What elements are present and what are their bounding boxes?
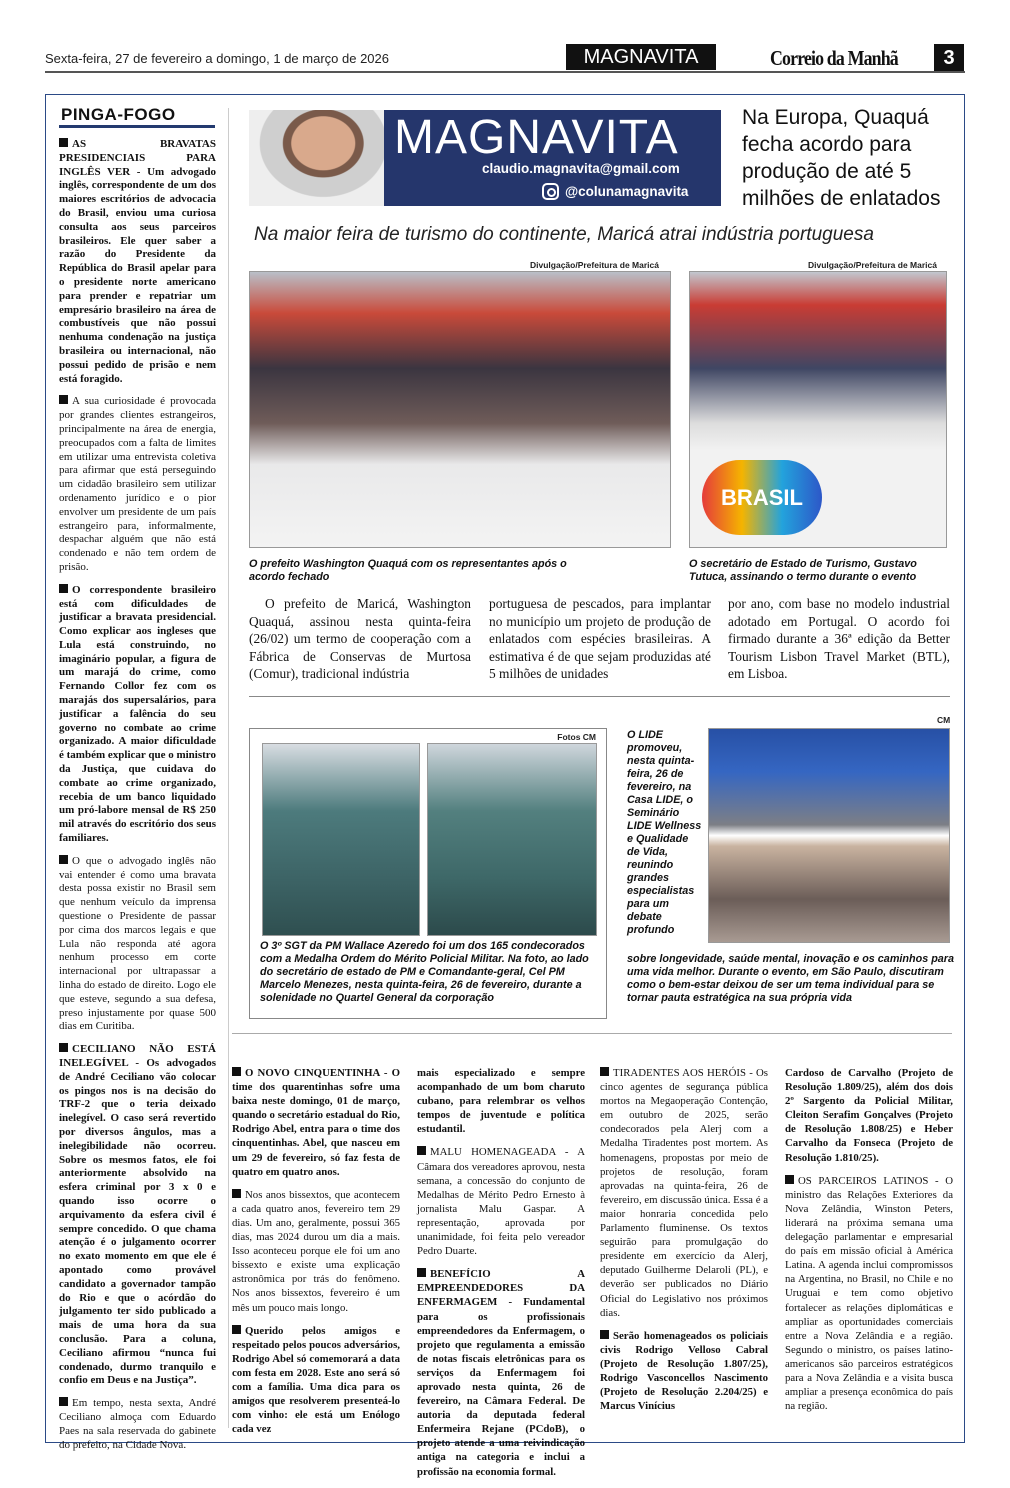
bullet-square-icon [59, 1043, 68, 1052]
bullet-square-icon [59, 855, 68, 864]
column-title: PINGA-FOGO [61, 105, 176, 124]
bullet-square-icon [59, 1397, 68, 1406]
photo-credit: Divulgação/Prefeitura de Maricá [530, 260, 659, 270]
notes-column [785, 1066, 953, 1422]
bullet-square-icon [59, 138, 68, 147]
note: Nos anos bissextos, que acontecem a cada quatro anos, fevereiro tem 29 dias. Um ano, geralmente, possui 365 dias, mas 2024 durou um dia a mais. Isso aconteceu porque ele foi um ano bissexto e existe uma explicação astronômica por trás do fenômeno. Nos anos bissextos, fevereiro é um mês um pouco mais longo. [232, 1188, 400, 1314]
brasil-logo: BRASIL [702, 460, 822, 535]
note: OS PARCEIROS LATINOS - O ministro das Relações Exteriores da Nova Zelândia, Winston Peters, liderará na próxima semana uma delegação parlamentar e empresarial do país em missão oficial à América Latina. A agenda inclui compromissos na Argentina, no Brasil, no Chile e no Uruguai e tem como objetivo fortalecer as relações diplomáticas e ampliar as oportunidades comerciais entre a Nova Zelândia e a região. Segundo o ministro, os países latino-americanos são parceiros estratégicos para a Nova Zelândia e a visita busca ampliar a presença econômica do país na região. [785, 1174, 954, 1413]
photo-credit: CM [937, 715, 951, 725]
photo-caption: O secretário de Estado de Turismo, Gustavo Tutuca, assinando o termo durante o evento [689, 558, 917, 583]
dateline: Sexta-feira, 27 de fevereiro a domingo, 1 de março de 2026 [45, 51, 389, 66]
note: A sua curiosidade é provocada por grandes clientes estrangeiros, principalmente na área de energia, preocupados com a falta de limites em utilizar uma entrevista coletiva para afirmar que está perseguindo um cidadão brasileiro sem utilizar ordenamento jurídico e o pior envolver um presidente de um país estrangeiro para, informalmente, despachar alguém que não está condenado e não tem ordem de prisão. [59, 395, 216, 573]
article-body: portuguesa de pescados, para implantar no município um projeto de produção de enlatados com espécies brasileiras. A estimativa é de que sejam produzidas até 5 milhões de unidades [489, 596, 711, 682]
article-body: O prefeito de Maricá, Washington Quaquá, assinou nesta quinta-feira (26/02) um termo de cooperação com a Fábrica de Conservas de Murtosa (Comur), tradicional indústria [249, 596, 471, 682]
note: MALU HOMENAGEADA - A Câmara dos vereadores aprovou, nesta semana, a concessão do conjunto de Medalhas de Mérito Pedro Ernesto à jornalista Malu Gaspar. A representação, aprovada por unanimidade, foi feita pelo vereador Pedro Duarte. [417, 1146, 585, 1258]
notes-column [417, 1066, 585, 1488]
section-rule [232, 1033, 952, 1034]
newspaper-name: Correio da Manhã [770, 46, 898, 70]
photo-pm-medal [427, 743, 597, 936]
columnist-portrait [249, 110, 384, 206]
bullet-square-icon [417, 1146, 426, 1155]
instagram-icon [542, 183, 559, 200]
note: O que o advogado inglês não vai entender é como uma bravata desta possa existir no Brasil sem que nenhum veículo da imprensa questione o Presidente de passar por cima dos marcos legais e que Lula não responda até agora nenhum processo em corte internacional por ultrapassar a linha do estado de direito. Logo ele que esteve, segundo a sua defesa, preso injustamente por quase 500 dias em Curitiba. [59, 854, 216, 1033]
header-rule [45, 71, 965, 73]
bullet-square-icon [59, 395, 68, 404]
column-brand: MAGNAVITA [394, 111, 679, 164]
column-banner [249, 110, 721, 206]
note: Cardoso de Carvalho (Projeto de Resolução 1.809/25), além dos dois 2º Sargento da Policial Militar, Cleiton Serafim Gonçalves (Projeto de Resolução 1.808/25) e Heber Carvalho da Fonseca (Projeto de Resolução 1.810/25). [785, 1067, 953, 1164]
photo-credit: Fotos CM [557, 732, 596, 742]
bullet-square-icon [59, 584, 68, 593]
subheadline: Na maior feira de turismo do continente, Maricá atrai indústria portuguesa [254, 224, 874, 245]
bullet-square-icon [232, 1189, 241, 1198]
column-title-rule [59, 125, 215, 128]
pinga-fogo-column [59, 138, 216, 1461]
note: CECILIANO NÃO ESTÁ INELEGÍVEL - Os advogados de André Ceciliano vão colocar os pingos nos is na decisão do TRF-2 que o teria deixado inelegível. O caso será revertido por diversos ângulos, mas a inelegibilidade não ocorreu. Sobre os mesmos fatos, ele foi anteriormente absolvido na esfera criminal por 3 x 0 e quando isso ocorre o arquivamento da esfera civil é sempre concedido. O que chama atenção é o julgamento ocorrer no exato momento em que ele é apontado como provável candidato a governador tampão do Rio e que o acórdão do julgamento ter sido publicado a mais de uma hora da sua conclusão. Para a coluna, Ceciliano afirmou “nunca fui condenado, durmo tranquilo e confio em Deus e na Justiça”. [59, 1043, 216, 1387]
bullet-square-icon [232, 1325, 241, 1334]
columnist-email[interactable]: claudio.magnavita@gmail.com [482, 161, 680, 176]
bullet-square-icon [232, 1067, 241, 1076]
photo-credit: Divulgação/Prefeitura de Maricá [808, 260, 937, 270]
bullet-square-icon [600, 1067, 609, 1076]
photo-signing-group [249, 271, 671, 548]
photo-caption: O LIDE promoveu, nesta quinta-feira, 26 de fevereiro, na Casa LIDE, o Seminário LIDE Wellness e Qualidade de Vida, reunindo grandes especialistas para um debate profundo [627, 729, 702, 936]
note: O NOVO CINQUENTINHA - O time dos quarentinhas sofre uma baixa neste domingo, 01 de março, quando o secretário estadual do Rio, Rodrigo Abel, entra para o time dos cinquentinhas. Abel, que nasceu em um 29 de fevereiro, só faz festa de quatro em quatro anos. [232, 1067, 400, 1178]
note: O correspondente brasileiro está com dificuldades de justificar a bravata presidencial. Como explicar aos ingleses que Lula está construindo, no imaginário popular, a figura de um marajá do crime, como Fernando Collor fez com os marajás dos supersalários, para justificar a falência do seu governo no combate ao crime organizado. A maior dificuldade é também explicar que o ministro da Justiça, que cuidava do combate ao crime organizado, recebia de um banco liquidado um pró-labore mensal de R$ 250 mil através do escritório dos seus familiares. [59, 583, 216, 845]
note: Serão homenageados os policiais civis Rodrigo Velloso Cabral (Projeto de Resolução 1.807/25), Rodrigo Vasconcellos Nascimento (Projeto de Resolução 2.204/25) e Marcus Vinícius [600, 1329, 768, 1413]
section-tag: MAGNAVITA [566, 44, 716, 70]
page-number: 3 [934, 44, 964, 72]
bullet-square-icon [417, 1268, 426, 1277]
photo-caption: O 3º SGT da PM Wallace Azeredo foi um dos 165 condecorados com a Medalha Ordem do Mérito Policial Militar. Na foto, ao lado do secretário de estado de PM e Comandante-geral, Cel PM Marcelo Menezes, nesta quinta-feira, 26 de fevereiro, durante a solenidade no Quartel General da corporação [260, 940, 589, 1004]
section-rule [249, 696, 950, 697]
note: BENEFÍCIO A EMPREENDEDORES DA ENFERMAGEM - Fundamental para os profissionais empreendedores da Enfermagem, o projeto que regulamenta a emissão de notas fiscais eletrônicas para os serviços da Enfermagem foi aprovado nesta quinta, 26 de fevereiro, na Câmara Federal. De autoria da deputada federal Enfermeira Rejane (PCdoB), o projeto atende a uma reivindicação antiga na categoria e inclui a profissão na economia formal. [417, 1268, 585, 1478]
photo-caption: O prefeito Washington Quaquá com os representantes após o acordo fechado [249, 558, 567, 583]
note: AS BRAVATAS PRESIDENCIAIS PARA INGLÊS VER - Um advogado inglês, correspondente de um dos maiores escritórios de advocacia do Brasil, enviou uma curiosa consulta aos seus parceiros brasileiros. Ele quer saber a razão do Presidente da República do Brasil apelar para o presidente norte americano para prender e repatriar um empresário brasileiro na área de combustíveis que não possui nenhuma condenação na justiça brasileira ou internacional, não possui pedido de prisão e nem está foragido. [59, 138, 217, 385]
instagram-handle[interactable]: @colunamagnavita [542, 183, 688, 200]
photo-caption-continued: sobre longevidade, saúde mental, inovação e os caminhos para uma vida melhor. Durante o evento, em São Paulo, discutiram como o bem-estar deixou de ser um tema individual para se tornar pauta estratégica na sua própria vida [627, 953, 955, 1004]
headline: Na Europa, Quaquá fecha acordo para produção de até 5 milhões de enlatados [742, 106, 941, 210]
note: mais especializado e sempre acompanhado de um bom charuto cubano, para relembrar os velhos tempos de juventude e política estudantil. [417, 1067, 585, 1136]
bullet-square-icon [785, 1175, 794, 1184]
notes-column [232, 1066, 400, 1445]
notes-column [600, 1066, 768, 1422]
bullet-square-icon [600, 1330, 609, 1339]
note: Em tempo, nesta sexta, André Ceciliano almoça com Eduardo Paes na sala reservada do gabinete do prefeito, na Cidade Nova. [59, 1397, 216, 1451]
note: TIRADENTES AOS HERÓIS - Os cinco agentes de segurança pública mortos na Megaoperação Contenção, em outubro de 2025, serão condecorados pela Alerj com a Medalha Tiradentes post mortem. As homenagens, propostas por meio de projetos de resolução, foram aprovadas na quinta-feira, 26 de fevereiro, em discussão única. Essa é a maior honraria concedida pelo Parlamento fluminense. Os textos seguirão para promulgação do presidente em exercício da Alerj, deputado Guilherme Delaroli (PL), e deverão ser publicados no Diário Oficial do Legislativo nos próximos dias. [600, 1067, 769, 1319]
photo-secretary-signing [689, 271, 947, 548]
note: Querido pelos amigos e respeitado pelos poucos adversários, Rodrigo Abel só comemorará a data com festa em 2028. Este ano será só com a família. Uma dica para os amigos que resolverem presenteá-lo com vinho: ele está um Enólogo cada vez [232, 1324, 400, 1436]
article-body: por ano, com base no modelo industrial adotado em Portugal. O acordo foi firmado durante a 36ª edição da Better Tourism Lisbon Travel Market (BTL), em Lisboa. [728, 596, 950, 682]
photo-pm-officers [262, 743, 420, 936]
photo-lide-seminar [708, 728, 950, 943]
pm-photo-box [249, 728, 607, 1019]
column-divider [228, 108, 229, 1428]
